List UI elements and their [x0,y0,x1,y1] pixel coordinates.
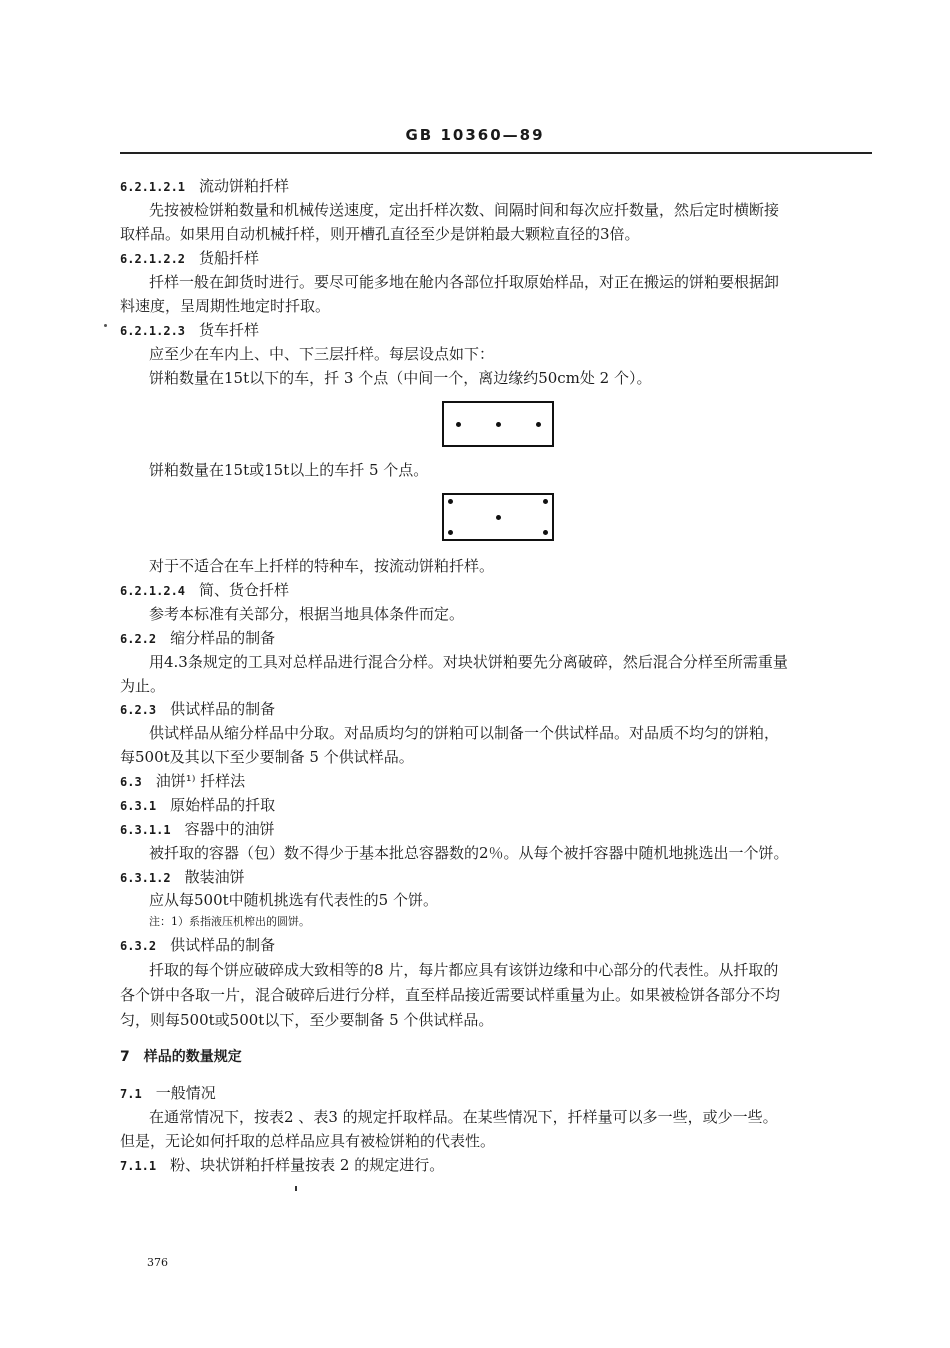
three-point-sampling-diagram [442,401,554,447]
section-title: 供试样品的制备 [170,700,276,718]
sampling-point [536,422,541,427]
margin-mark [104,324,107,327]
sampling-point [496,515,501,520]
section-number: 7.1 [120,1087,142,1101]
section-number: 6.2.1.2.1 [120,180,186,194]
section-heading-6-2-3 [120,699,275,720]
section-heading-6-2-1-2-4 [120,580,289,601]
section-title: 简、货仓扦样 [199,581,290,599]
section-number: 6.3.2 [120,939,157,953]
paragraph-line: 先按被检饼粕数量和机械传送速度，定出扦样次数、间隔时间和每次应扦数量，然后定时横断接 [149,201,780,219]
section-heading-6-2-1-2-1 [120,176,289,197]
section-number: 6.3.1.1 [120,823,171,837]
section-heading-6-2-2 [120,628,275,649]
sampling-point [543,530,548,535]
chapter-heading-7 [120,1047,242,1067]
standard-code-header: GB 10360—89 [405,126,545,144]
paragraph-line: 每500t及其以下至少要制备 5 个供试样品。 [120,748,414,766]
paragraph-line: 应至少在车内上、中、下三层扦样。每层设点如下： [149,345,495,363]
section-number: 6.3 [120,775,142,789]
section-title: 粉、块状饼粕扦样量按表 2 的规定进行。 [170,1156,445,1174]
section-number: 6.2.1.2.3 [120,324,186,338]
section-heading-6-3-1-1 [120,819,275,840]
section-heading-6-3-1 [120,795,275,816]
section-heading-6-3-2 [120,935,275,956]
sampling-point [448,530,453,535]
section-number: 7.1.1 [120,1159,157,1173]
section-title: 货船扦样 [199,249,260,267]
page-number: 376 [147,1256,168,1269]
section-title: 缩分样品的制备 [170,629,276,647]
paragraph-line: 供试样品从缩分样品中分取。对品质均匀的饼粕可以制备一个供试样品。对品质不均匀的饼粕， [149,724,780,742]
section-title: 样品的数量规定 [143,1049,242,1065]
paragraph-line: 用4.3条规定的工具对总样品进行混合分样。对块状饼粕要先分离破碎，然后混合分样至所需重量 [149,653,788,671]
paragraph-line: 但是，无论如何扦取的总样品应具有被检饼粕的代表性。 [120,1132,496,1150]
scan-mark [295,1186,297,1191]
paragraph-line: 对于不适合在车上扦样的特种车，按流动饼粕扦样。 [149,557,495,575]
five-point-sampling-diagram [442,493,554,541]
paragraph-line: 饼粕数量在15t以下的车，扦 3 个点（中间一个，离边缘约50cm处 2 个）。 [149,369,652,387]
section-title: 流动饼粕扦样 [199,177,290,195]
paragraph-line: 料速度，呈周期性地定时扦取。 [120,297,331,315]
section-number: 6.3.1 [120,799,157,813]
section-heading-7-1-1 [120,1155,444,1176]
paragraph-line: 应从每500t中随机挑选有代表性的5 个饼。 [149,891,438,909]
section-number: 6.3.1.2 [120,871,171,885]
section-title: 油饼¹⁾ 扦样法 [155,772,246,790]
section-title: 供试样品的制备 [170,936,276,954]
section-number: 6.2.3 [120,703,157,717]
paragraph-line: 取样品。如果用自动机械扦样，则开槽孔直径至少是饼粕最大颗粒直径的3倍。 [120,225,640,243]
section-title: 散装油饼 [184,868,245,886]
paragraph-line: 为止。 [120,677,166,695]
paragraph-line: 被扦取的容器（包）数不得少于基本批总容器数的2％。从每个被扦容器中随机地挑选出一个饼。 [149,844,789,862]
sampling-point [456,422,461,427]
section-number: 7 [120,1049,130,1065]
footnote: 注：1）系指液压机榨出的圆饼。 [149,915,310,928]
section-heading-6-2-1-2-2 [120,248,259,269]
section-title: 货车扦样 [199,321,260,339]
sampling-point [496,422,501,427]
paragraph-line: 饼粕数量在15t或15t以上的车扦 5 个点。 [149,461,429,479]
section-number: 6.2.2 [120,632,157,646]
paragraph-line: 匀，则每500t或500t以下，至少要制备 5 个供试样品。 [120,1011,494,1029]
paragraph-line: 扦样一般在卸货时进行。要尽可能多地在舱内各部位扦取原始样品，对正在搬运的饼粕要根据卸 [149,273,780,291]
paragraph-line: 各个饼中各取一片，混合破碎后进行分样，直至样品接近需要试样重量为止。如果被检饼各部分不均 [120,986,781,1004]
section-title: 容器中的油饼 [184,820,275,838]
section-number: 6.2.1.2.2 [120,252,186,266]
section-title: 原始样品的扦取 [170,796,276,814]
section-heading-6-3-1-2 [120,867,245,888]
section-number: 6.2.1.2.4 [120,584,186,598]
sampling-point [448,499,453,504]
section-heading-6-3 [120,771,245,792]
section-heading-7-1 [120,1083,216,1104]
sampling-point [543,499,548,504]
paragraph-line: 在通常情况下，按表2 、表3 的规定扦取样品。在某些情况下，扦样量可以多一些，或少一些。 [149,1108,778,1126]
paragraph-line: 扦取的每个饼应破碎成大致相等的8 片，每片都应具有该饼边缘和中心部分的代表性。从扦取的 [149,961,779,979]
section-heading-6-2-1-2-3 [120,320,259,341]
section-title: 一般情况 [155,1084,216,1102]
paragraph-line: 参考本标准有关部分，根据当地具体条件而定。 [149,605,465,623]
header-rule [120,152,872,154]
